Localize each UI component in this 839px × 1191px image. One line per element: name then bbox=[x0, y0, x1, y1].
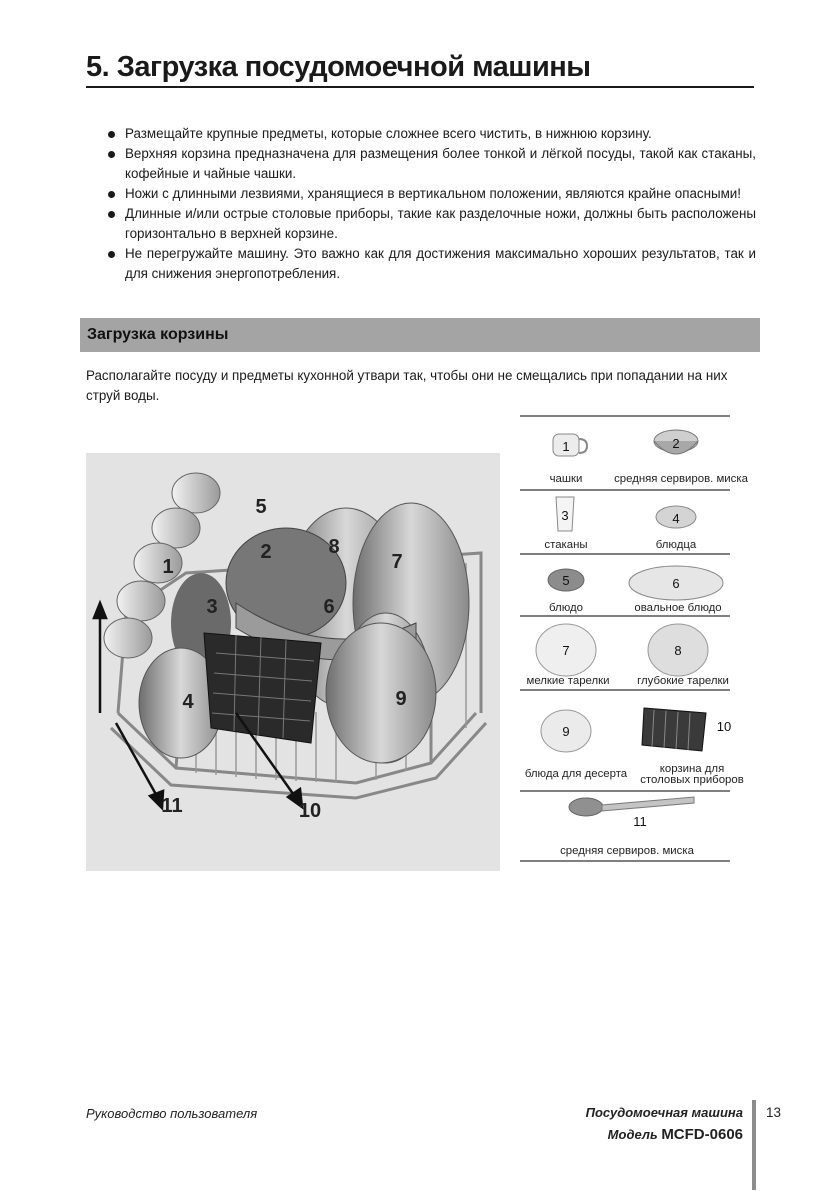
legend-number-9: 9 bbox=[562, 724, 570, 739]
spoon-icon bbox=[569, 797, 694, 816]
footer-model-line bbox=[586, 1124, 743, 1146]
cutlery-basket bbox=[204, 633, 321, 743]
scene-number-10: 10 bbox=[298, 800, 322, 822]
legend-label-deep-plates: глубокие тарелки bbox=[637, 675, 729, 687]
legend-label-dessert-dishes: блюда для десерта bbox=[524, 768, 628, 780]
loading-tips-list bbox=[108, 124, 756, 284]
loaded-basket-illustration bbox=[86, 413, 500, 871]
legend-number-4: 4 bbox=[672, 511, 680, 526]
cutlery-basket-icon bbox=[642, 708, 706, 751]
legend-label-oval-dish: овальное блюдо bbox=[634, 602, 722, 614]
list-item: Длинные и/или острые столовые приборы, такие как разделочные ножи, должны быть расположены горизонтально в верхней корзине. bbox=[108, 204, 756, 244]
legend-number-10: 10 bbox=[716, 719, 732, 734]
footer-model-prefix: Модель bbox=[607, 1127, 658, 1142]
legend-number-11: 11 bbox=[633, 814, 647, 829]
legend-label-cups: чашки bbox=[549, 473, 583, 485]
legend-label-dish: блюдо bbox=[549, 602, 583, 614]
legend-number-3: 3 bbox=[561, 508, 569, 523]
legend-number-7: 7 bbox=[562, 643, 570, 658]
list-item: Ножи с длинными лезвиями, хранящиеся в вертикальном положении, являются крайне опасными! bbox=[108, 184, 756, 204]
cup-icon bbox=[553, 434, 587, 456]
footer-manual-title: Руководство пользователя bbox=[86, 1106, 258, 1121]
list-item: Размещайте крупные предметы, которые сложнее всего чистить, в нижнюю корзину. bbox=[108, 124, 756, 144]
legend-number-5: 5 bbox=[562, 573, 570, 588]
dessert-plates bbox=[326, 623, 436, 763]
legend-label-serving-spoon: средняя сервиров. миска bbox=[560, 845, 694, 857]
legend-number-6: 6 bbox=[672, 576, 680, 591]
legend-label-saucers: блюдца bbox=[655, 539, 697, 551]
list-item: Не перегружайте машину. Это важно как для достижения максимально хороших результатов, так и для снижения энергопотребления. bbox=[108, 244, 756, 284]
footer-model: MCFD-0606 bbox=[661, 1126, 743, 1143]
footer-product: Посудомоечная машина bbox=[585, 1105, 743, 1120]
scene-number-9: 9 bbox=[395, 688, 407, 710]
scene-number-11: 11 bbox=[161, 795, 183, 817]
scene-number-5: 5 bbox=[255, 496, 267, 518]
legend-label-flat-plates: мелкие тарелки bbox=[526, 675, 610, 687]
legend-number-2: 2 bbox=[672, 436, 680, 451]
legend-label-glasses: стаканы bbox=[544, 539, 588, 551]
section-intro: Располагайте посуду и предметы кухонной утвари так, чтобы они не смещались при попадании на них струй воды. bbox=[86, 368, 728, 403]
footer-product-info bbox=[586, 1102, 743, 1146]
legend-label-cutlery-basket-2: столовых приборов bbox=[640, 774, 744, 786]
legend-number-8: 8 bbox=[674, 643, 682, 658]
page-divider bbox=[752, 1100, 756, 1190]
list-item: Верхняя корзина предназначена для размещения более тонкой и лёгкой посуды, такой как стаканы, кофейные и чайные чашки. bbox=[108, 144, 756, 184]
page-title: 5. Загрузка посудомоечной машины bbox=[86, 48, 754, 88]
legend-label-medium-bowl: средняя сервиров. миска bbox=[614, 473, 748, 485]
scene-number-8: 8 bbox=[328, 536, 340, 558]
scene-number-1: 1 bbox=[162, 556, 174, 578]
legend-label-cutlery-basket-1: корзина для bbox=[659, 763, 725, 775]
scene-number-7: 7 bbox=[391, 551, 403, 573]
scene-number-3: 3 bbox=[206, 596, 218, 618]
page-number: 13 bbox=[766, 1105, 782, 1120]
scene-number-4: 4 bbox=[182, 691, 194, 713]
section-heading: Загрузка корзины bbox=[80, 318, 760, 352]
scene-number-6: 6 bbox=[323, 596, 335, 618]
scene-number-2: 2 bbox=[260, 541, 272, 563]
dishware-legend bbox=[516, 413, 754, 873]
legend-number-1: 1 bbox=[562, 439, 570, 454]
